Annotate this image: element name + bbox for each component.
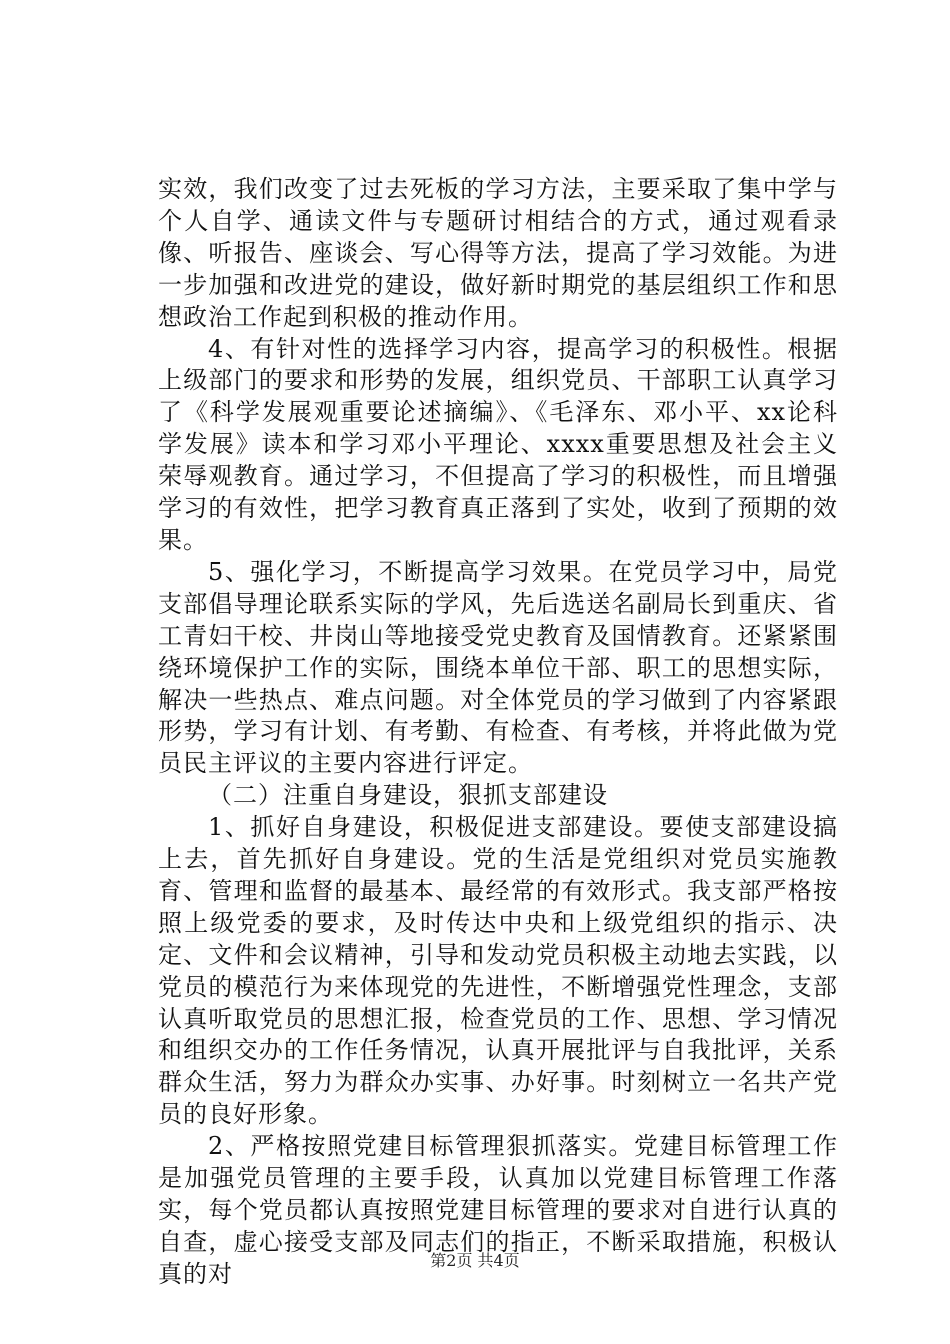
paragraph-item-4: 4、有针对性的选择学习内容，提高学习的积极性。根据上级部门的要求和形势的发展，组织党员、干部职工认真学习了《科学发展观重要论述摘编》、《毛泽东、邓小平、xx论科学发展》读本和学习邓小平理论、xxxx重要思想及社会主义荣辱观教育。通过学习，不但提高了学习的积极性，而且增强学习的有效性，把学习教育真正落到了实处，收到了预期的效果。 — [158, 334, 838, 554]
section-heading: （二）注重自身建设，狠抓支部建设 — [208, 781, 608, 810]
page-number-label: 第2页 共4页 — [430, 1251, 520, 1270]
page-footer — [0, 1248, 950, 1271]
paragraph-item-2: 2、严格按照党建目标管理狠抓落实。党建目标管理工作是加强党员管理的主要手段，认真加以党建目标管理工作落实，每个党员都认真按照党建目标管理的要求对自进行认真的自查，虚心接受支部及同志们的指正，不断采取措施，积极认真的对 — [158, 1132, 838, 1288]
paragraph-item-5: 5、强化学习，不断提高学习效果。在党员学习中，局党支部倡导理论联系实际的学风，先后选送名副局长到重庆、省工青妇干校、井岗山等地接受党史教育及国情教育。还紧紧围绕环境保护工作的实际，围绕本单位干部、职工的思想实际，解决一些热点、难点问题。对全体党员的学习做到了内容紧跟形势，学习有计划、有考勤、有检查、有考核，并将此做为党员民主评议的主要内容进行评定。 — [158, 557, 838, 778]
paragraph-continuation: 实效，我们改变了过去死板的学习方法，主要采取了集中学与个人自学、通读文件与专题研讨相结合的方式，通过观看录像、听报告、座谈会、写心得等方法，提高了学习效能。为进一步加强和改进党的建设，做好新时期党的基层组织工作和思想政治工作起到积极的推动作用。 — [158, 175, 838, 331]
document-body — [158, 174, 838, 1291]
paragraph-item-1: 1、抓好自身建设，积极促进支部建设。要使支部建设搞上去，首先抓好自身建设。党的生活是党组织对党员实施教育、管理和监督的最基本、最经常的有效形式。我支部严格按照上级党委的要求，及时传达中央和上级党组织的指示、决定、文件和会议精神，引导和发动党员积极主动地去实践，以党员的模范行为来体现党的先进性，不断增强党性理念，支部认真听取党员的思想汇报，检查党员的工作、思想、学习情况和组织交办的工作任务情况，认真开展批评与自我批评，关系群众生活，努力为群众办实事、办好事。时刻树立一名共产党员的良好形象。 — [158, 813, 838, 1129]
